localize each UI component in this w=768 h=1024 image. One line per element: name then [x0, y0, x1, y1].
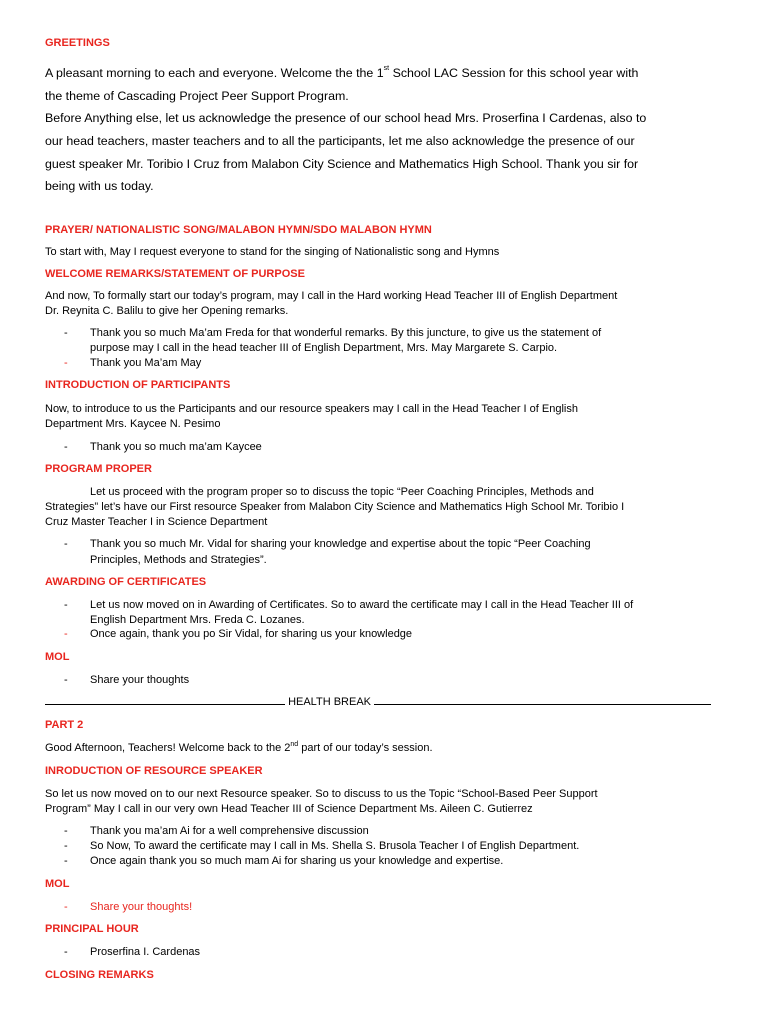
awarding-bullet-2: Once again, thank you po Sir Vidal, for sharing us your knowledge [90, 628, 413, 640]
greetings-line-6: being with us today. [45, 179, 154, 193]
welcome-line-2: Dr. Reynita C. Balilu to give her Opening remarks. [45, 305, 289, 317]
health-break-label: HEALTH BREAK [288, 696, 371, 708]
bullet-dash: - [64, 538, 68, 550]
program-bullet-1-line-1: Thank you so much Mr. Vidal for sharing your knowledge and expertise about the topic “Peer Coaching [90, 538, 591, 550]
greetings-line-5: guest speaker Mr. Toribio I Cruz from Malabon City Science and Mathematics High School. Thank you sir for [45, 157, 639, 171]
program-line-1: Let us proceed with the program proper so to discuss the topic “Peer Coaching Principles, Methods and [90, 486, 594, 498]
welcome-bullet-1-line-2: purpose may I call in the head teacher III of English Department, Mrs. May Margarete S. Carpio. [90, 342, 558, 354]
program-line-3: Cruz Master Teacher I in Science Department [45, 516, 268, 528]
closing-heading: CLOSING REMARKS [45, 969, 154, 981]
bullet-dash: - [64, 327, 68, 339]
intro-line-1: Now, to introduce to us the Participants and our resource speakers may I call in the Head Teacher I of English [45, 403, 578, 415]
part2-line-1: Good Afternoon, Teachers! Welcome back to the 2nd part of our today’s session. [45, 741, 433, 754]
resource-heading: INRODUCTION OF RESOURCE SPEAKER [45, 765, 263, 777]
awarding-bullet-1-line-2: English Department Mrs. Freda C. Lozanes. [90, 614, 305, 626]
bullet-dash: - [64, 825, 68, 837]
program-line-2: Strategies” let’s have our First resource Speaker from Malabon City Science and Mathematics High School Mr. Toribio I [45, 501, 625, 513]
greetings-line-4: our head teachers, master teachers and to all the participants, let me also acknowledge the presence of our [45, 134, 635, 148]
mol2-bullet-1: Share your thoughts! [90, 901, 193, 913]
greetings-line-1: A pleasant morning to each and everyone. Welcome the the 1st School LAC Session for this school year with [45, 65, 639, 80]
awarding-heading: AWARDING OF CERTIFICATES [45, 576, 207, 588]
greetings-line-3: Before Anything else, let us acknowledge the presence of our school head Mrs. Proserfina I Cardenas, also to [45, 111, 647, 125]
principal-heading: PRINCIPAL HOUR [45, 923, 139, 935]
intro-heading: INTRODUCTION OF PARTICIPANTS [45, 379, 231, 391]
bullet-dash: - [64, 855, 68, 867]
mol-heading: MOL [45, 651, 70, 663]
bullet-dash: - [64, 357, 68, 369]
greetings-line-2: the theme of Cascading Project Peer Support Program. [45, 89, 349, 103]
divider-rule-left [45, 704, 285, 705]
mol-bullet-1: Share your thoughts [90, 674, 190, 686]
mol2-heading: MOL [45, 878, 70, 890]
principal-bullet-1: Proserfina I. Cardenas [90, 946, 201, 958]
welcome-bullet-1-line-1: Thank you so much Ma’am Freda for that wonderful remarks. By this juncture, to give us the statement of [90, 327, 602, 339]
bullet-dash: - [64, 840, 68, 852]
health-break-divider [45, 696, 711, 708]
bullet-dash: - [64, 599, 68, 611]
welcome-line-1: And now, To formally start our today’s program, may I call in the Hard working Head Teacher III of English Department [45, 290, 618, 302]
resource-bullet-3: Once again thank you so much mam Ai for sharing us your knowledge and expertise. [90, 855, 504, 867]
prayer-line-1: To start with, May I request everyone to stand for the singing of Nationalistic song and Hymns [45, 246, 500, 258]
bullet-dash: - [64, 946, 68, 958]
bullet-dash: - [64, 441, 68, 453]
bullet-dash: - [64, 901, 68, 913]
divider-rule-right [374, 704, 711, 705]
welcome-bullet-2: Thank you Ma’am May [90, 357, 202, 369]
intro-bullet-1: Thank you so much ma’am Kaycee [90, 441, 262, 453]
program-heading: PROGRAM PROPER [45, 463, 152, 475]
prayer-heading: PRAYER/ NATIONALISTIC SONG/MALABON HYMN/SDO MALABON HYMN [45, 224, 432, 236]
resource-line-2: Program” May I call in our very own Head Teacher III of Science Department Ms. Aileen C. Gutierrez [45, 803, 533, 815]
program-bullet-1-line-2: Principles, Methods and Strategies”. [90, 554, 267, 566]
part2-heading: PART 2 [45, 719, 84, 731]
bullet-dash: - [64, 674, 68, 686]
resource-bullet-2: So Now, To award the certificate may I call in Ms. Shella S. Brusola Teacher I of English Department. [90, 840, 580, 852]
bullet-dash: - [64, 628, 68, 640]
greetings-heading: GREETINGS [45, 37, 110, 49]
awarding-bullet-1-line-1: Let us now moved on in Awarding of Certificates. So to award the certificate may I call in the Head Teacher III of [90, 599, 634, 611]
resource-bullet-1: Thank you ma’am Ai for a well comprehensive discussion [90, 825, 369, 837]
welcome-heading: WELCOME REMARKS/STATEMENT OF PURPOSE [45, 268, 305, 280]
resource-line-1: So let us now moved on to our next Resource speaker. So to discuss to us the Topic “School-Based Peer Support [45, 788, 598, 800]
intro-line-2: Department Mrs. Kaycee N. Pesimo [45, 418, 221, 430]
